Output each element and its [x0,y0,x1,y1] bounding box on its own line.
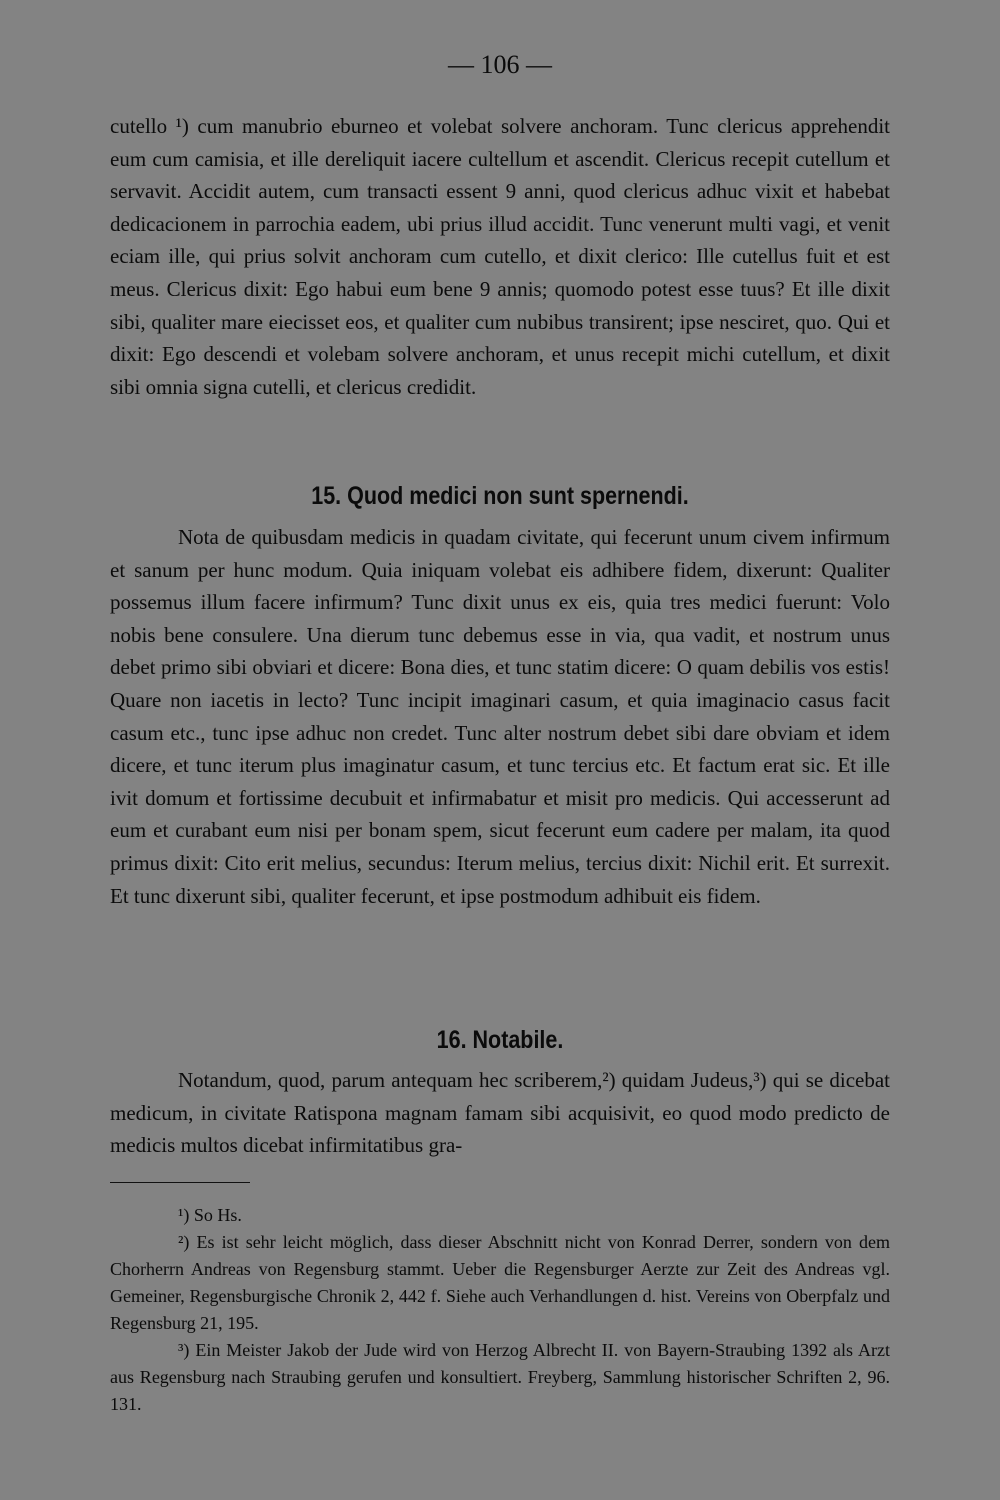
section-heading: 15. Quod medici non sunt spernendi. [311,482,689,510]
paragraph: Nota de quibusdam medicis in quadam civitate, qui fecerunt unum civem infirmum et sanum per hunc modum. Quia iniquam volebat eis adhibere fidem, dixerunt: Qualiter possemus illum facere infirmum? Tunc dixit unus ex eis, quia tres medici fuerunt: Volo nobis bene consulere. Una dierum tunc debemus esse in via, qua vadit, et nostrum unus debet primo sibi obviari et dicere: Bona dies, et tunc statim dicere: O quam debilis vos estis! Quare non iacetis in lecto? Tunc incipit imaginari casum, et quia imaginacio casus facit casum etc., tunc ipse adhuc non credet. Tunc alter nostrum debet sibi dare obviam et idem dicere, et tunc iterum plus imaginatur casum, et tunc tercius etc. Et factum erat sic. Et ille ivit domum et fortissime decubuit et infirmabatur et misit pro medicis. Qui accesserunt ad eum et curabant eum nisi per bonam spem, sicut fecerunt eum cadere per malam, ita quod primus dixit: Cito erit melius, secundus: Iterum melius, tercius dixit: Nichil erit. Et surrexit. Et tunc dixerunt sibi, qualiter fecerunt, et ipse postmodum adhibuit eis fidem. [110,525,890,908]
section-16-body [110,1064,890,1162]
footnote: ²) Es ist sehr leicht möglich, dass dieser Abschnitt nicht von Konrad Derrer, sondern von dem Chorherrn Andreas von Regensburg stammt. Ueber die Regensburger Aerzte zur Zeit des Andreas vgl. Gemeiner, Regensburgische Chronik 2, 442 f. Siehe auch Verhandlungen d. hist. Vereins von Oberpfalz und Regensburg 21, 195. [110,1232,890,1333]
section-heading: 16. Notabile. [436,1026,564,1054]
page-number: — 106 — [448,50,552,79]
body-text-continuation [110,110,890,403]
footnotes [110,1202,890,1418]
section-15-body [110,521,890,912]
footnote-divider [110,1182,250,1183]
footnote: ³) Ein Meister Jakob der Jude wird von Herzog Albrecht II. von Bayern-Straubing 1392 als Arzt aus Regensburg nach Straubing gerufen und konsultiert. Freyberg, Sammlung historischer Schriften 2, 96. 131. [110,1340,890,1414]
footnote: ¹) So Hs. [178,1205,242,1225]
paragraph: cutello ¹) cum manubrio eburneo et volebat solvere anchoram. Tunc clericus apprehendit eum cum camisia, et ille dereliquit iacere cultellum et ascendit. Clericus recepit cutellum et servavit. Accidit autem, cum transacti essent 9 anni, quod clericus adhuc vixit et habebat dedicacionem in parrochia eadem, ubi prius illud accidit. Tunc venerunt multi vagi, et venit eciam ille, qui prius solvit anchoram cum cutello, et dixit clerico: Ille cutellus fuit et est meus. Clericus dixit: Ego habui eum bene 9 annis; quomodo potest esse tuus? Et ille dixit sibi, qualiter mare eiecisset eos, et qualiter cum nubibus transirent; ipse nesciret, quo. Qui et dixit: Ego descendi et volebam solvere anchoram, et unus recepit michi cutellum, et dixit sibi omnia signa cutelli, et clericus credidit. [110,114,890,399]
paragraph: Notandum, quod, parum antequam hec scriberem,²) quidam Judeus,³) qui se dicebat medicum, in civitate Ratispona magnam famam sibi acquisivit, eo quod modo predicto de medicis multos dicebat infirmitatibus gra- [110,1068,890,1158]
